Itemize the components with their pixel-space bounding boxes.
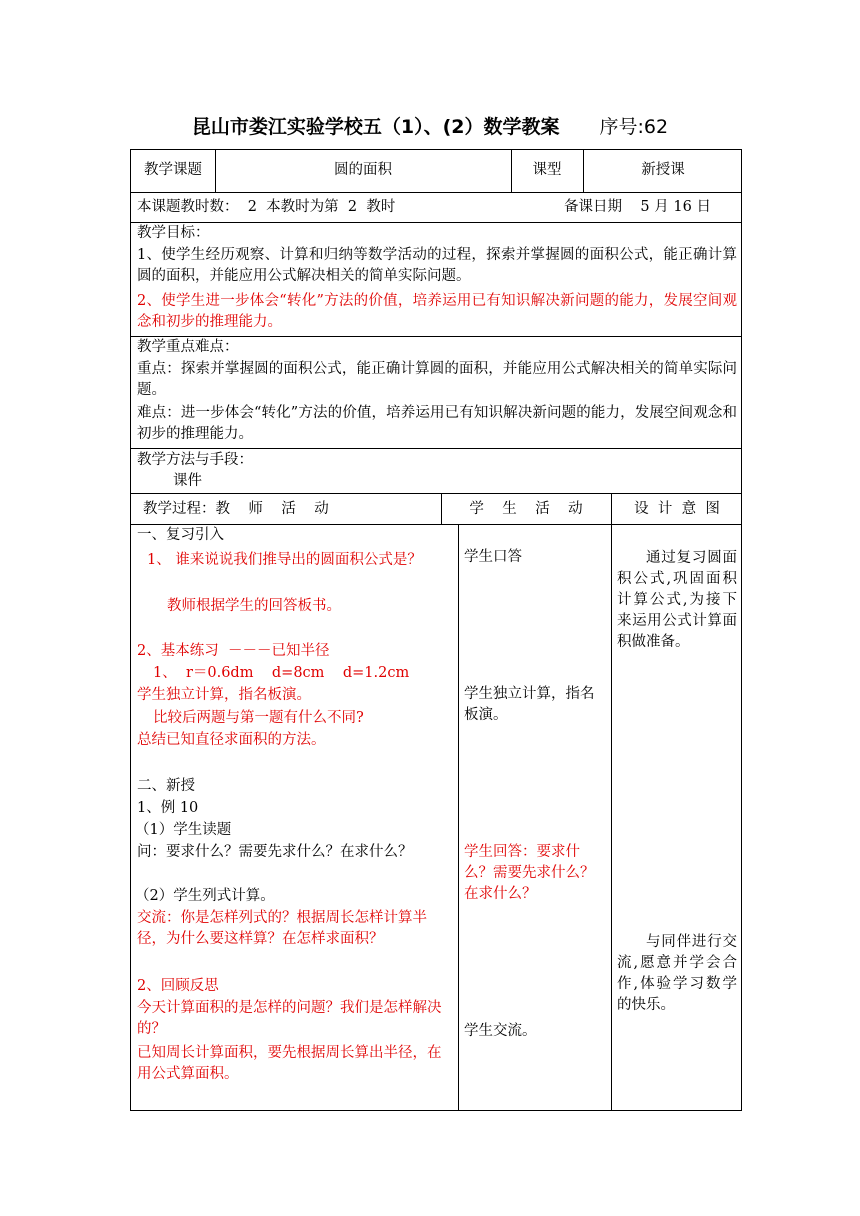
page-title (0, 112, 860, 139)
student-line: 学生回答：要求什么？需要先求什么？在求什么？ (464, 844, 595, 902)
design-intent-header: 设 计 意 图 (634, 501, 720, 517)
teacher-line: （1）学生读题 (135, 822, 232, 838)
serial-number: 序号:62 (599, 116, 669, 138)
teacher-activity-header: 教学过程：教 师 活 动 (143, 501, 329, 517)
teacher-line: 总结已知直径求面积的方法。 (137, 732, 326, 748)
methods-value: 课件 (173, 473, 202, 489)
key-points-heading: 教学重点难点： (137, 339, 239, 355)
teacher-line: 1、 谁来说说我们推导出的圆面积公式是？ (147, 552, 422, 568)
row-divider (131, 448, 741, 449)
objective-item-2: 2、使学生进一步体会“转化”方法的价值，培养运用已有知识解决新问题的能力，发展空间观念和初步的推理能力。 (137, 293, 737, 330)
teacher-line: （2）学生列式计算。 (135, 888, 275, 904)
difficulty-point: 难点：进一步体会“转化”方法的价值，培养运用已有知识解决新问题的能力，发展空间观念和初步的推理能力。 (137, 405, 737, 442)
teacher-line: 比较后两题与第一题有什么不同? (153, 710, 364, 726)
teacher-line: 二、新授 (137, 778, 195, 794)
topic-value: 圆的面积 (334, 162, 392, 178)
teacher-line: 1、例 10 (137, 800, 199, 816)
type-value: 新授课 (641, 162, 685, 178)
methods-heading: 教学方法与手段： (137, 452, 253, 468)
teacher-line: 2、基本练习 －－－已知半径 (137, 643, 330, 659)
teacher-line: 交流：你是怎样列式的？根据周长怎样计算半径，为什么要这样算？在怎样求面积？ (137, 910, 427, 947)
title-text: 昆山市娄江实验学校五（1）、(2）数学教案 (191, 116, 560, 138)
col-divider (611, 524, 612, 1111)
row-divider (131, 222, 741, 223)
key-point: 重点：探索并掌握圆的面积公式，能正确计算圆的面积，并能应用公式解决相关的简单实际问题。 (137, 361, 737, 398)
teacher-line: 1、 r＝0.6dm d=8cm d=1.2cm (153, 665, 410, 681)
teacher-line: 问：要求什么？需要先求什么？在求什么？ (137, 844, 413, 860)
intent-text: 与同伴进行交流,愿意并学会合作,体验学习数学的快乐。 (617, 934, 737, 1013)
type-label: 课型 (532, 162, 562, 178)
student-line: 学生口答 (464, 549, 522, 565)
lesson-plan-table (130, 149, 742, 1111)
objective-item-1: 1、使学生经历观察、计算和归纳等数学活动的过程，探索并掌握圆的面积公式，能正确计算圆的面积，并能应用公式解决相关的简单实际问题。 (137, 247, 737, 284)
teacher-line: 教师根据学生的回答板书。 (167, 598, 341, 614)
intent-text: 通过复习圆面积公式,巩固面积计算公式,为接下来运用公式计算面积做准备。 (617, 550, 737, 650)
teacher-line: 一、复习引入 (137, 527, 224, 543)
lesson-hours: 本课题教时数： 2 本教时为第 2 教时 (137, 199, 396, 215)
prep-date: 备课日期 5 月 16 日 (564, 199, 711, 215)
student-line: 学生交流。 (464, 1023, 537, 1039)
teacher-line: 今天计算面积的是怎样的问题？我们是怎样解决的？ (137, 1000, 442, 1037)
col-divider (458, 524, 459, 1111)
student-activity-header: 学 生 活 动 (469, 501, 583, 517)
row-divider (131, 192, 741, 193)
row-divider (131, 493, 741, 494)
topic-label: 教学课题 (144, 162, 202, 178)
objectives-heading: 教学目标： (137, 225, 210, 241)
teacher-line: 2、回顾反思 (137, 978, 219, 994)
teacher-line: 学生独立计算，指名板演。 (137, 687, 311, 703)
teacher-line: 已知周长计算面积，要先根据周长算出半径，在用公式算面积。 (137, 1045, 442, 1082)
student-line: 学生独立计算，指名板演。 (464, 686, 595, 723)
